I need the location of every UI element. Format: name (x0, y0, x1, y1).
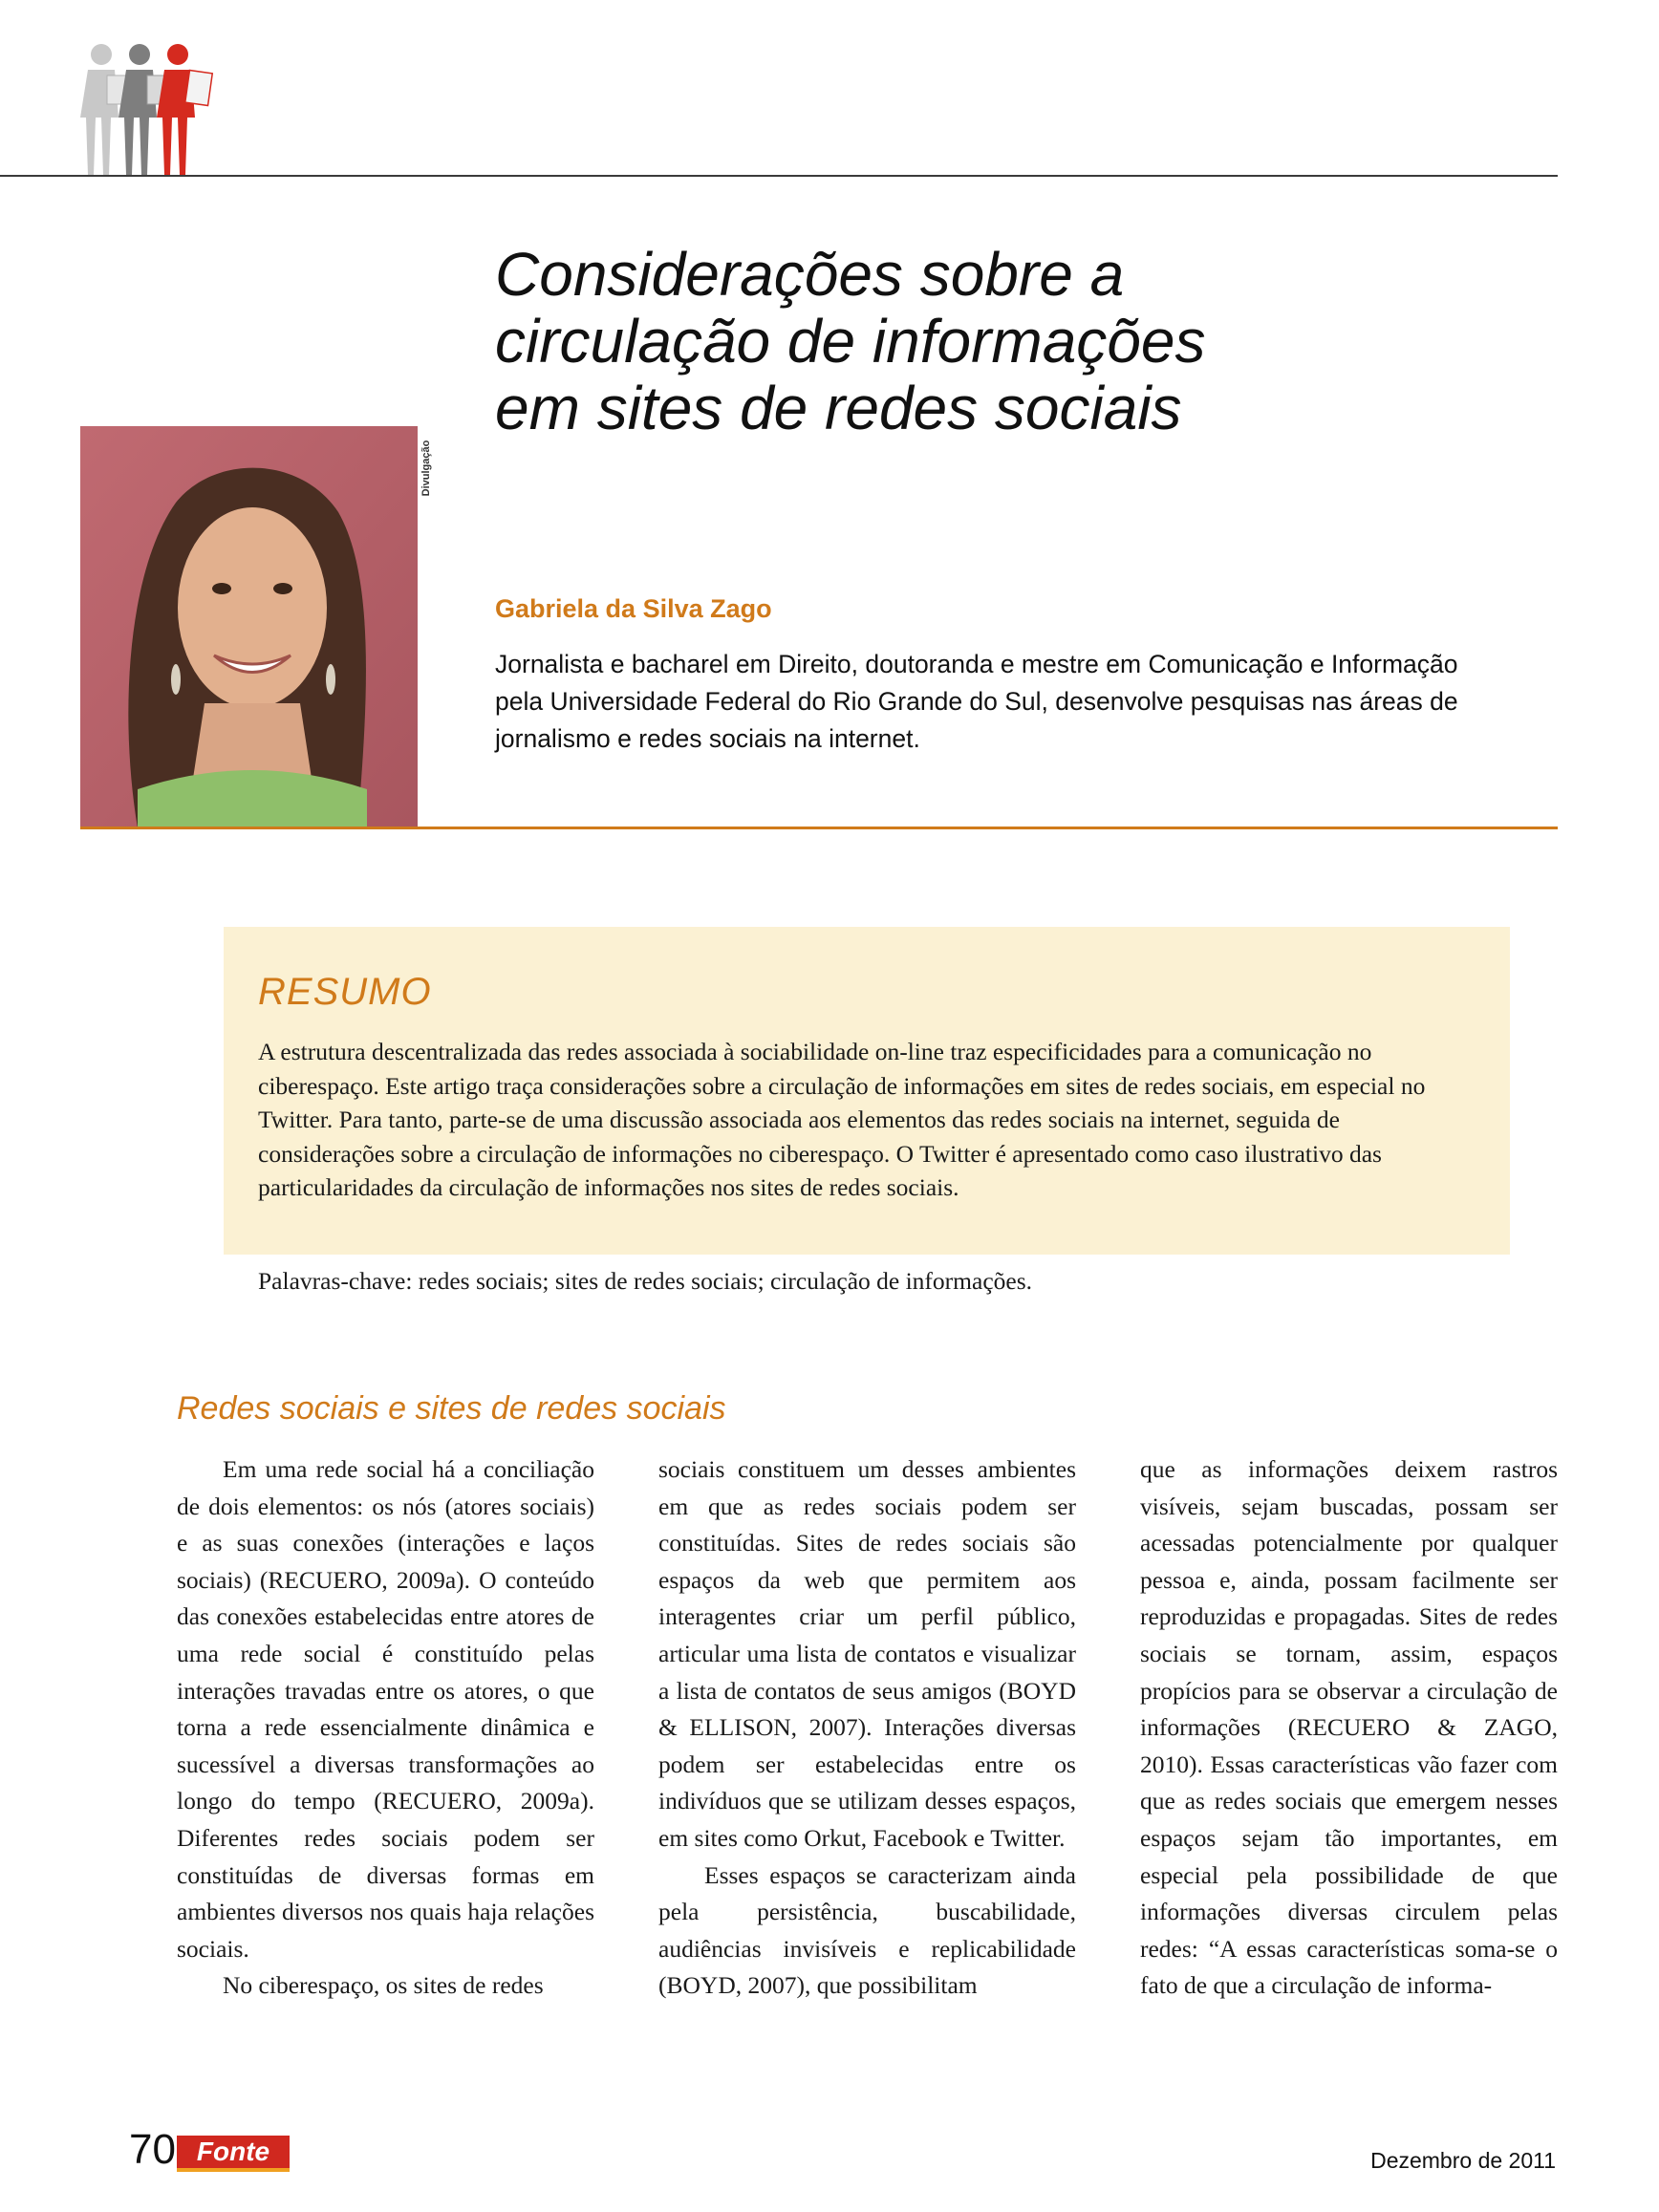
abstract-heading: RESUMO (258, 971, 432, 1013)
magazine-logo (177, 2136, 290, 2172)
author-divider (80, 827, 1558, 829)
abstract-text: A estrutura descentralizada das redes associada à sociabilidade on-line traz especificidades para a comunicação no ciberespaço. Este artigo traça considerações sobre a circulação de informações em sites de redes sociais, em especial no Twitter. Para tanto, parte-se de uma discussão associada aos elementos das redes sociais na internet, seguida de considerações sobre a circulação de informações no ciberespaço. O Twitter é apresentado como caso ilustrativo das particularidades da circulação de informações nos sites de redes sociais. (258, 1038, 1426, 1201)
section-heading: Redes sociais e sites de redes sociais (177, 1390, 726, 1427)
photo-credit-label: Divulgação (420, 440, 432, 497)
issue-date: Dezembro de 2011 (1370, 2148, 1556, 2173)
title-line: Considerações sobre a (495, 240, 1125, 309)
body-column-1 (177, 1451, 594, 2005)
author-bio: Jornalista e bacharel em Direito, doutoranda e mestre em Comunicação e Informação pela Universidade Federal do Rio Grande do Sul, desenvolve pesquisas nas áreas de jornalismo e redes sociais na internet. (495, 650, 1458, 753)
author-name: Gabriela da Silva Zago (495, 594, 772, 623)
keywords: Palavras-chave: redes sociais; sites de redes sociais; circulação de informações. (258, 1267, 1032, 1295)
paragraph: Em uma rede social há a conciliação de dois elementos: os nós (atores sociais) e as suas conexões (interações e laços sociais) (RECUERO, 2009a). O conteúdo das conexões estabelecidas entre atores de uma rede social é constituído pelas interações travadas entre os atores, o que torna a rede essencialmente dinâmica e sucessível a diversas transformações ao longo do tempo (RECUERO, 2009a). Diferentes redes sociais podem ser constituídas de diversas formas em ambientes diversos nos quais haja relações sociais. (177, 1455, 594, 1963)
title-line: circulação de informações (495, 307, 1206, 376)
top-rule (0, 175, 1558, 177)
people-logo-icon (80, 43, 224, 177)
paragraph: que as informações deixem rastros visíveis, sejam buscadas, possam ser acessadas potencialmente por qualquer pessoa e, ainda, possam facilmente ser reproduzidas e propagadas. Sites de redes sociais se tornam, assim, espaços propícios para se observar a circulação de informações (RECUERO & ZAGO, 2010). Essas características vão fazer com que as redes sociais que emergem nesses espaços sejam tão importantes, em especial pela possibilidade de que informações diversas circulem pelas redes: “A essas características soma-se o fato de que a circulação de informa- (1140, 1455, 1558, 2000)
page-number: 70 (129, 2126, 176, 2173)
paragraph: sociais constituem um desses ambientes em que as redes sociais podem ser constituídas. Sites de redes sociais são espaços da web que permitem aos interagentes criar um perfil público, articular uma lista de contatos e visualizar a lista de contatos de seus amigos (BOYD & ELLISON, 2007). Interações diversas podem ser estabelecidas entre os indivíduos que se utilizam desses espaços, em sites como Orkut, Facebook e Twitter. (658, 1455, 1076, 1852)
body-column-2 (658, 1451, 1076, 2005)
magazine-name: Fonte (196, 2137, 270, 2166)
article-title (495, 241, 1451, 441)
paragraph: No ciberespaço, os sites de redes (223, 1971, 544, 2000)
author-photo (80, 426, 418, 828)
paragraph: Esses espaços se caracterizam ainda pela persistência, buscabilidade, audiências invisíveis e replicabilidade (BOYD, 2007), que possibilitam (658, 1860, 1076, 2000)
photo-credit (418, 430, 437, 516)
title-line: em sites de redes sociais (495, 374, 1182, 442)
body-column-3 (1140, 1451, 1558, 2005)
